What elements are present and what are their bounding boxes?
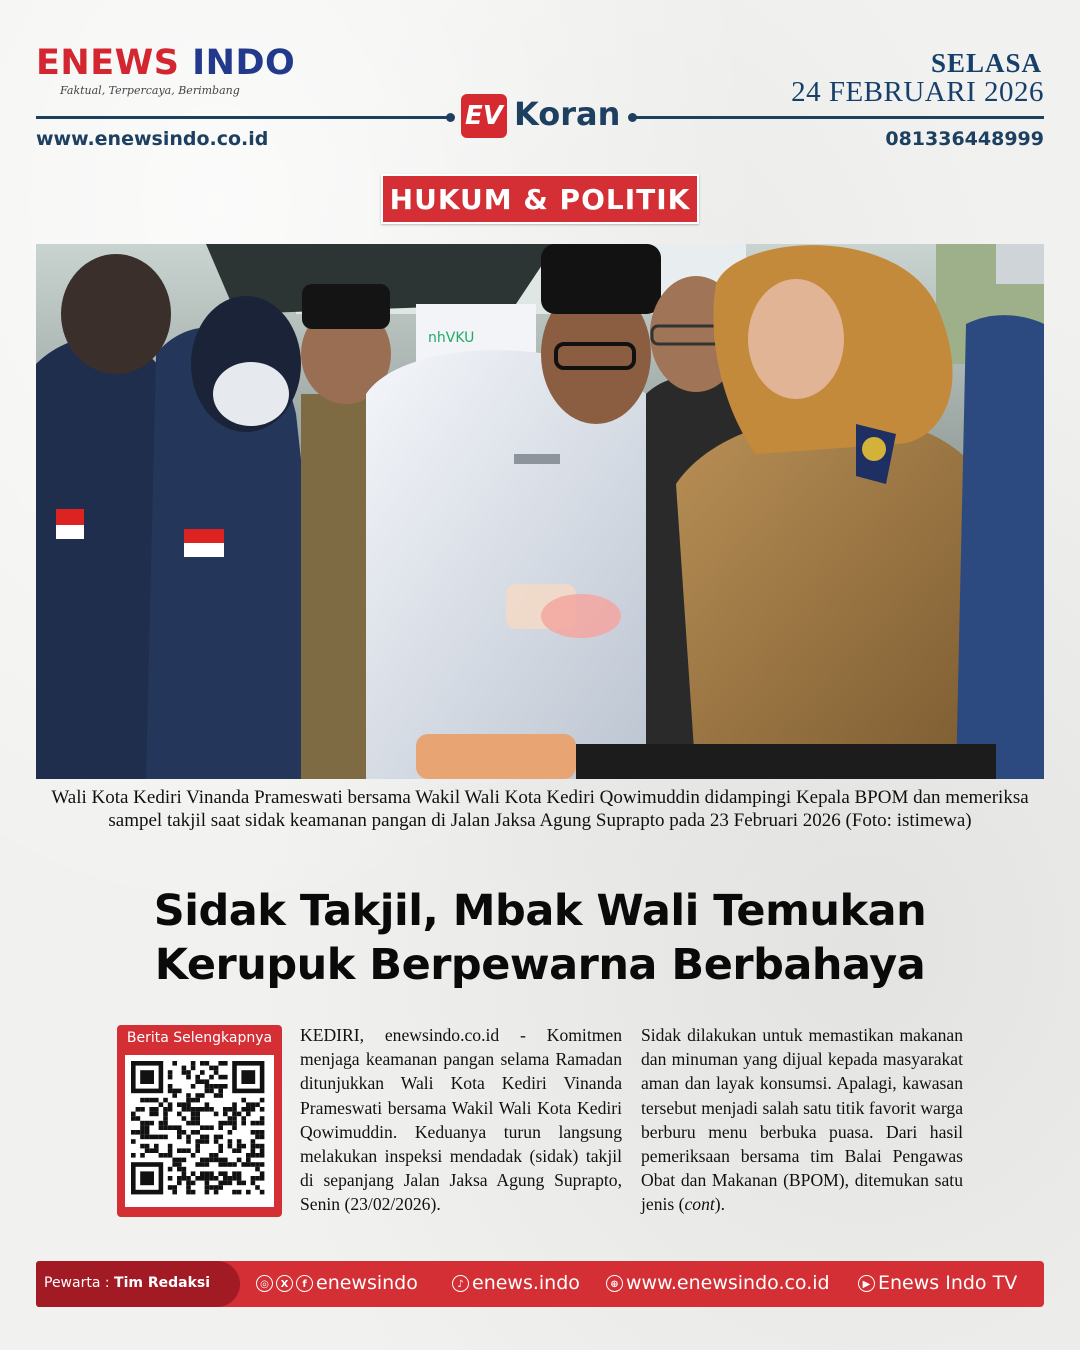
header-rule-left (36, 116, 450, 119)
x-icon[interactable]: X (276, 1275, 293, 1292)
news-photo-illustration (36, 244, 1044, 779)
qr-code-graphic (125, 1055, 274, 1207)
koran-label: Koran (514, 95, 621, 133)
footer-website-link[interactable] (606, 1274, 830, 1293)
globe-icon[interactable]: ⊕ (606, 1275, 623, 1292)
headline-line-2: Kerupuk Berpewarna Berbahaya (154, 940, 926, 990)
footer-website[interactable]: www.enewsindo.co.id (626, 1272, 830, 1294)
photo-banner-text: nhVKU (428, 330, 475, 346)
author-name: Tim Redaksi (114, 1275, 211, 1291)
youtube-channel[interactable]: Enews Indo TV (878, 1272, 1018, 1294)
article-column-1: KEDIRI, enewsindo.co.id - Komitmen menjaga keamanan pangan selama Ramadan ditunjukkan Wali Kota Kediri Vinanda Prameswati bersama Wakil Wali Kota Kediri Qowimuddin. Keduanya turun langsung melakukan inspeksi mendadak (sidak) takjil di sepanjang Jalan Jaksa Agung Suprapto, Senin (23/02/2026). (300, 1025, 622, 1215)
phone-number: 081336448999 (885, 128, 1044, 150)
tiktok-handle[interactable]: enews.indo (472, 1272, 580, 1294)
social-handle[interactable]: enewsindo (316, 1272, 418, 1294)
qr-code-icon[interactable] (125, 1055, 274, 1207)
article-column-2 (641, 1023, 963, 1217)
article-column-2-end: ). (714, 1194, 726, 1215)
publish-date: 24 FEBRUARI 2026 (791, 76, 1044, 108)
website-link[interactable]: www.enewsindo.co.id (36, 128, 269, 150)
header-rule-dot-left (446, 113, 455, 122)
facebook-icon[interactable]: f (296, 1275, 313, 1292)
author-label: Pewarta : (44, 1275, 115, 1291)
brand-logo (36, 43, 296, 83)
headline (40, 884, 1040, 992)
youtube-link[interactable] (858, 1274, 1017, 1293)
news-photo (36, 244, 1044, 779)
brand-enews: ENEWS (36, 43, 180, 83)
article-cont-marker: cont (684, 1194, 715, 1215)
publish-day: SELASA (930, 48, 1042, 78)
koran-logo-icon: EV (461, 94, 507, 138)
instagram-icon[interactable]: ◎ (256, 1275, 273, 1292)
tiktok-link[interactable] (452, 1274, 580, 1293)
article-column-2-text: Sidak dilakukan untuk memastikan makanan dan minuman yang dijual kepada masyarakat aman dan layak konsumsi. Apalagi, kawasan tersebut menjadi salah satu titik favorit warga berburu menu berbuka puasa. Dari hasil pemeriksaan bersama tim Balai Pengawas Obat dan Makanan (BPOM), ditemukan satu jenis ( (641, 1025, 963, 1215)
photo-caption: Wali Kota Kediri Vinanda Prameswati bersama Wakil Wali Kota Kediri Qowimuddin didampingi Kepala BPOM dan memeriksa sampel takjil saat sidak keamanan pangan di Jalan Jaksa Agung Suprapto pada 23 Februari 2026 (Foto: istimewa) (51, 787, 1029, 831)
qr-label: Berita Selengkapnya (126, 1030, 273, 1046)
category-badge: HUKUM & POLITIK (381, 174, 699, 224)
headline-line-1: Sidak Takjil, Mbak Wali Temukan (153, 886, 927, 936)
header-rule-right (632, 116, 1044, 119)
social-links[interactable] (256, 1274, 418, 1293)
tiktok-icon[interactable]: ♪ (452, 1275, 469, 1292)
youtube-icon[interactable]: ▶ (858, 1275, 875, 1292)
footer-author (44, 1275, 210, 1291)
brand-indo: INDO (192, 43, 296, 83)
brand-tagline: Faktual, Terpercaya, Berimbang (60, 84, 240, 97)
